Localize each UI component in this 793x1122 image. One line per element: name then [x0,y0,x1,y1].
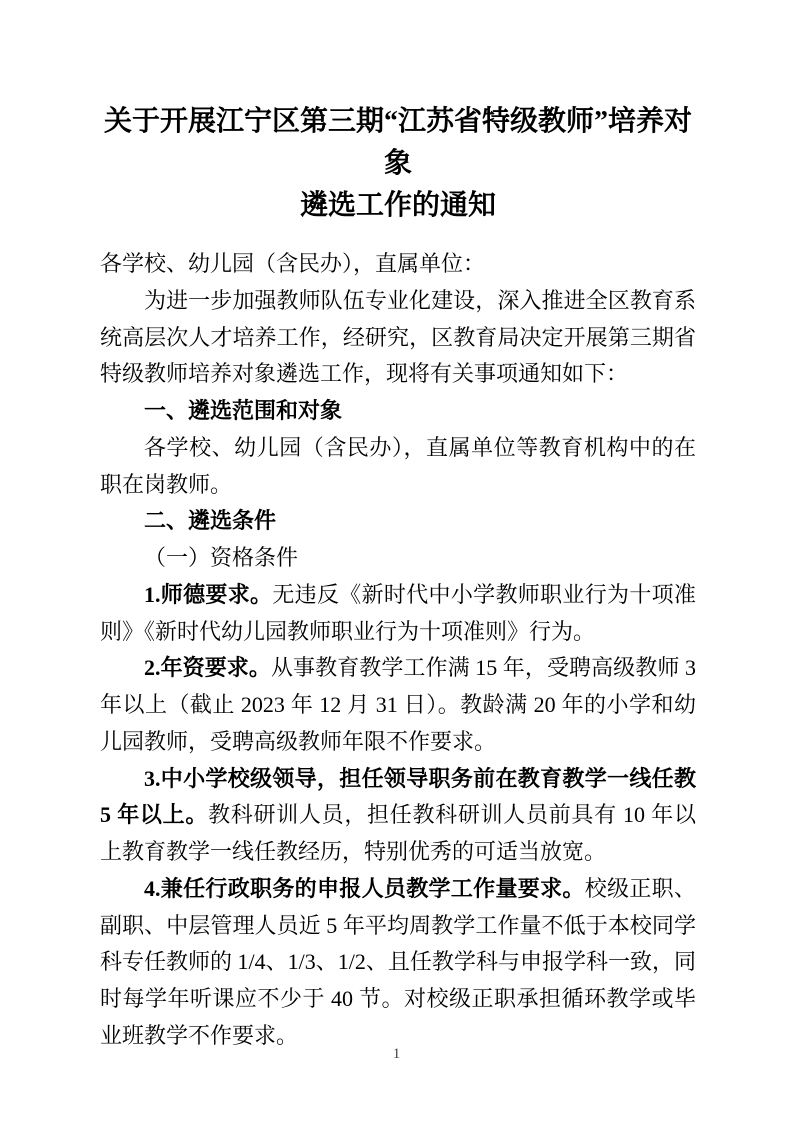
section-2-heading: 二、遴选条件 [144,508,277,534]
item-4-paragraph [100,871,696,1055]
item-2-paragraph [100,650,696,760]
item-1-text: 无违反《新时代中小学教师职业行为十项准则》《新时代幼儿园教师职业行为十项准则》行为。 [100,581,696,644]
item-3-text: 教科研训人员，担任教科研训人员前具有 10 年以上教育教学一线任教经历，特别优秀的可适当放宽。 [100,802,696,864]
section-2-subheading: （一）资格条件 [144,545,299,570]
section-1-text: 各学校、幼儿园（含民办），直属单位等教育机构中的在职在岗教师。 [100,434,696,497]
item-1-lead: 1.师德要求。 [144,581,273,607]
item-4-lead: 4.兼任行政职务的申报人员教学工作量要求。 [144,875,585,901]
document-title [100,101,696,227]
item-3-lead: 3.中小学校级领导，担任领导职务前在教育教学一线任教 5 年以上。 [100,765,696,828]
item-3-paragraph [100,761,696,871]
item-4-text: 校级正职、副职、中层管理人员近 5 年平均周教学工作量不低于本校同学科专任教师的 1/4、1/3、1/2、且任教学科与申报学科一致，同时每学年听课应不少于 40 节。对校级正职承担循环教学或毕业班教学不作要求。 [100,875,696,1048]
item-2-lead: 2.年资要求。 [144,655,271,681]
title-line-1: 关于开展江宁区第三期“江苏省特级教师”培养对象 [103,106,692,179]
section-1-heading: 一、遴选范围和对象 [144,398,343,423]
intro-paragraph: 为进一步加强教师队伍专业化建设，深入推进全区教育系统高层次人才培养工作，经研究，区教育局决定开展第三期省特级教师培养对象遴选工作，现将有关事项通知如下： [100,287,696,387]
item-1-paragraph [100,577,696,651]
page-number: 1 [392,1046,401,1062]
title-line-2: 遴选工作的通知 [299,190,496,221]
item-2-text: 从事教育教学工作满 15 年，受聘高级教师 3 年以上（截止 2023 年 12 月 31 日）。教龄满 20 年的小学和幼儿园教师，受聘高级教师年限不作要求。 [100,655,696,754]
salutation: 各学校、幼儿园（含民办），直属单位： [100,251,486,276]
